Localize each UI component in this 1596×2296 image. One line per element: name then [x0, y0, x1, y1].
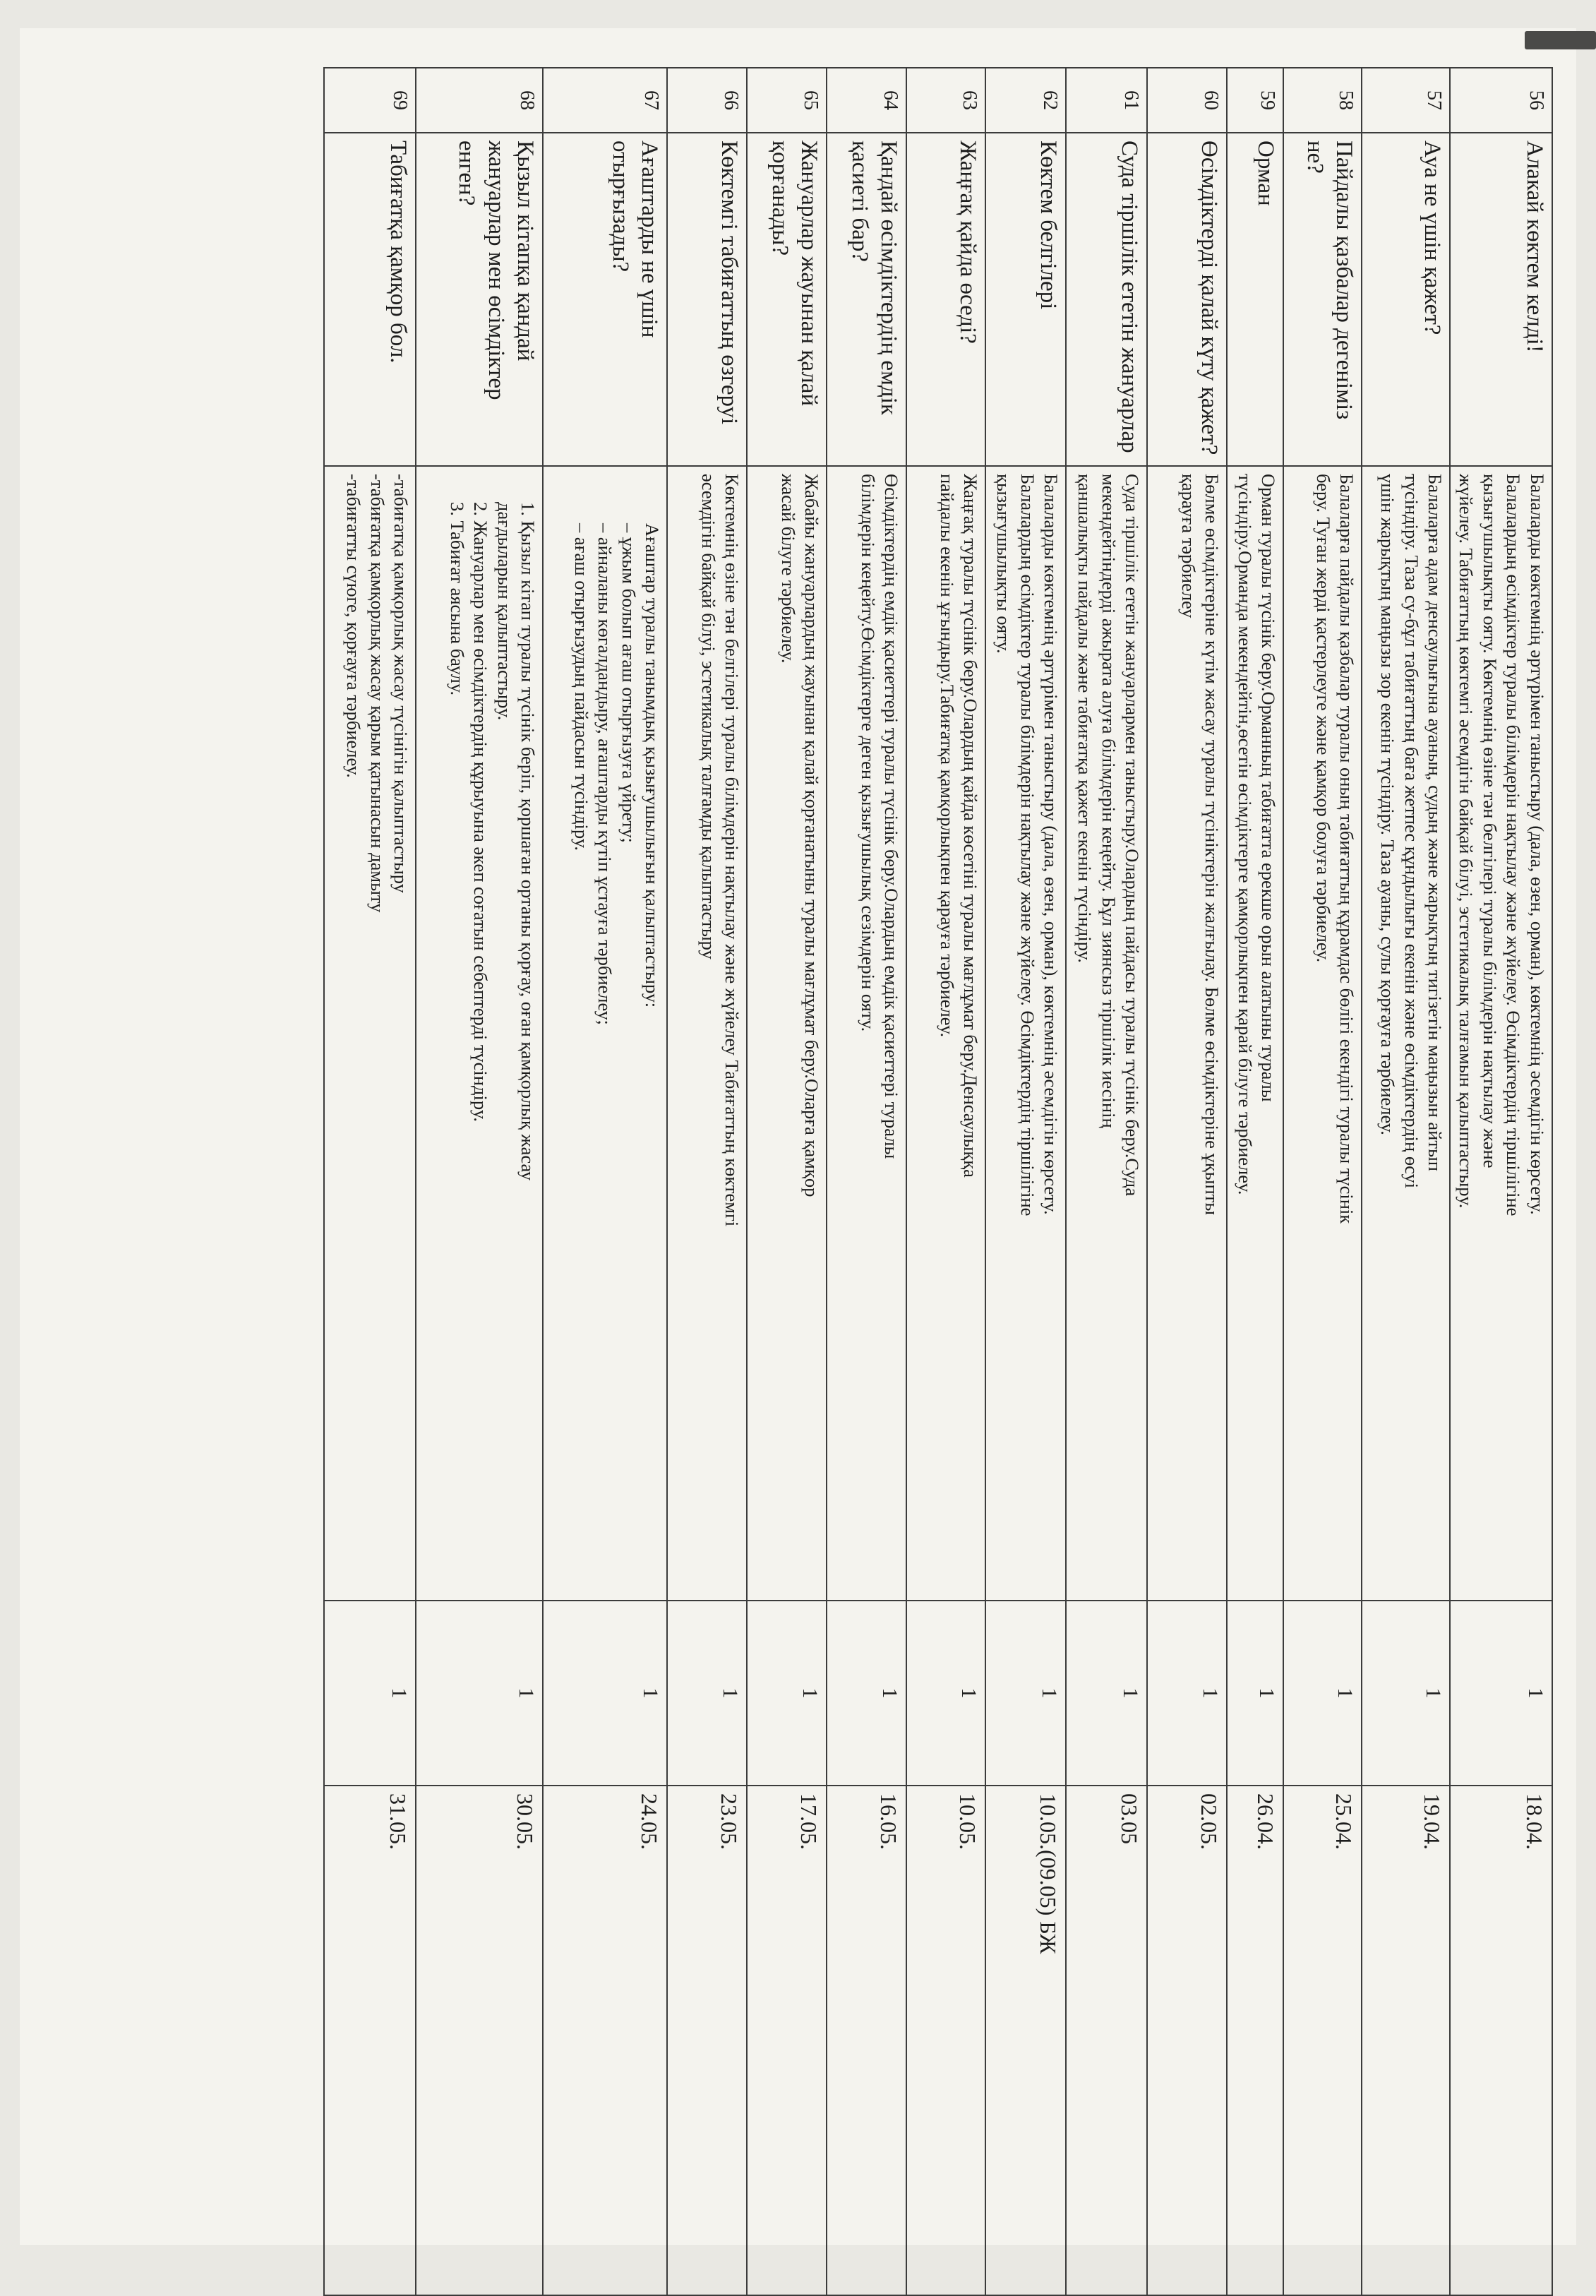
goal-line: қаншалықты пайдалы және табиғатқа қажет екенін түсіндіру. [1074, 474, 1096, 963]
row-goal [1147, 466, 1227, 1601]
row-number: 56 [1450, 68, 1552, 133]
goal-line: түсіндіру.Орманда мекендейтін,өсетін өсімдіктерге қамқорлықпен қарай білуге тәрбиелеу. [1234, 474, 1256, 1195]
row-number: 58 [1283, 68, 1362, 133]
goal-line: қызығушылықты ояту. Көктемнің өзіне тән белгілері туралы білімдерін нақтылау және [1479, 474, 1501, 1168]
row-hours: 1 [1283, 1601, 1362, 1786]
row-topic: Пайдалы қазбалар дегеніміз не? [1283, 133, 1362, 466]
goal-line: беру. Туған жерді қастерлеуге және қамқор болуға тәрбиелеу. [1312, 474, 1334, 963]
goal-line: мекендейтіндерді ажырата алуға білімдерін кеңейту. Бұл зиянсыз тіршілік иесінің [1098, 474, 1120, 1128]
goal-line: 2. Жануарлар мен өсімдіктердің құрыуына әкеп соғатын себептерді түсіндіру. [470, 502, 492, 1122]
row-date: 03.05 [1066, 1786, 1147, 2295]
row-topic: Қызыл кітапқа қандай жануарлар мен өсімдіктер енген? [416, 133, 543, 466]
row-hours: 1 [1227, 1601, 1283, 1786]
row-hours: 1 [1450, 1601, 1552, 1786]
table-row [543, 68, 667, 2295]
table-row [1147, 68, 1227, 2295]
table-row [667, 68, 747, 2295]
goal-line: қарауға тәрбиелеу [1177, 474, 1199, 618]
goal-line: -табиғатқа қамқорлық жасау қарым қатынасын дамыту [366, 474, 388, 913]
goal-line: Жабайы жануарлардың жауынан қалай қорғанатыны туралы мағлұмат беру.Оларға қамқор [801, 474, 823, 1197]
row-goal [1362, 466, 1450, 1601]
row-hours: 1 [827, 1601, 906, 1786]
goal-line: Балалардың өсімдіктер туралы білімдерін нақтылау және жүйелеу. Өсімдіктердің тіршілігіне [1016, 474, 1038, 1216]
row-number: 64 [827, 68, 906, 133]
goal-line: Балаларға пайдалы қазбалар туралы оның табиғаттың құрамдас бөлігі екендігі туралы түсінік [1336, 474, 1358, 1224]
row-date: 18.04. [1450, 1786, 1552, 2295]
row-topic: Көктемгі табиғаттың өзгеруі [667, 133, 747, 466]
row-hours: 1 [324, 1601, 416, 1786]
row-number: 66 [667, 68, 747, 133]
row-hours: 1 [416, 1601, 543, 1786]
goal-line: дағдыларын қалыптастыру. [493, 502, 515, 721]
row-topic: Суда тіршілік ететін жануарлар [1066, 133, 1147, 466]
row-goal [827, 466, 906, 1601]
table-row [1066, 68, 1147, 2295]
goal-line: -табиғатқа қамқорлық жасау түсінігін қалыптастыру [390, 474, 412, 893]
row-date: 30.05. [416, 1786, 543, 2295]
row-date: 17.05. [747, 1786, 827, 2295]
row-date: 16.05. [827, 1786, 906, 2295]
table-row [1227, 68, 1283, 2295]
goal-line: білімдерін кеңейту.Өсімдіктерге деген қызығушылық сезімдерін ояту. [857, 474, 879, 1032]
row-hours: 1 [985, 1601, 1066, 1786]
goal-line: қызығушылықты ояту. [993, 474, 1015, 654]
table-row [985, 68, 1066, 2295]
table-row [324, 68, 416, 2295]
row-topic: Ағаштарды не үшін отырғызады? [543, 133, 667, 466]
table-row [1450, 68, 1552, 2295]
row-hours: 1 [906, 1601, 985, 1786]
row-goal [543, 466, 667, 1601]
row-hours: 1 [747, 1601, 827, 1786]
row-topic: Табиғатқа қамқор бол. [324, 133, 416, 466]
row-number: 67 [543, 68, 667, 133]
row-date: 24.05. [543, 1786, 667, 2295]
goal-line: әсемдігін байқай білуі, эстетикалық талғамды қалыптастыру [697, 474, 719, 959]
goal-line: үшін жарықтың маңызы зор екенін түсіндіру. Таза ауаны, сулы қорғауға тәрбиелеу. [1377, 474, 1399, 1135]
row-goal [667, 466, 747, 1601]
row-goal [1227, 466, 1283, 1601]
row-goal [1283, 466, 1362, 1601]
table-row [747, 68, 827, 2295]
goal-line: Балаларды көктемнің әртүрімен таныстыру (дала, өзен, орман), көктемнің әсемдігін көрсету. [1527, 474, 1548, 1215]
row-topic: Өсімдіктерді қалай күту қажет? [1147, 133, 1227, 466]
table-row [416, 68, 543, 2295]
row-topic: Жануарлар жауынан қалай қорғанады? [747, 133, 827, 466]
goal-line: Балалардың өсімдіктер туралы білімдерін нақтылау және жүйелеу. Өсімдіктердің тіршілігіне [1503, 474, 1525, 1216]
goal-line: түсіндіру. Таза су-бұл табиғаттың баға жетпес құндылығы екенін және өсімдіктердің өсуі [1400, 474, 1422, 1189]
goal-line: Жаңғақ туралы түсінік беру.Олардың қайда көсетіні туралы мағлұмат беру.Денсаулыққа [960, 474, 982, 1178]
row-hours: 1 [543, 1601, 667, 1786]
row-number: 63 [906, 68, 985, 133]
row-date: 26.04. [1227, 1786, 1283, 2295]
goal-line: Суда тіршілік ететін жануарлармен таныстыру.Олардың пайдасы туралы түсінік беру.Суда [1122, 474, 1144, 1197]
goal-line: 1. Қызыл кітап туралы түсінік беріп, қоршаған ортаны қорғау, оған қамқорлық жасау [517, 502, 539, 1181]
table-row [827, 68, 906, 2295]
goal-line: Ағаштар туралы танымдық қызығушылығын қалыптастыру: [642, 523, 664, 1008]
goal-line: – айналаны көгалдандыру, ағаштарды күтіп ұстауға тәрбиелеу; [594, 523, 616, 1025]
lesson-plan-table [323, 67, 1553, 2296]
row-date: 10.05. [906, 1786, 985, 2295]
row-goal [1066, 466, 1147, 1601]
goal-line: Орман туралы түсінік беру.Орманның табиғатта ерекше орын алатыны туралы [1258, 474, 1280, 1102]
goal-line: Балаларды көктемнің әртүрімен таныстыру (дала, өзен, орман), көктемнің әсемдігін көрсету. [1040, 474, 1062, 1215]
row-goal [324, 466, 416, 1601]
row-goal [1450, 466, 1552, 1601]
row-hours: 1 [1362, 1601, 1450, 1786]
goal-line: Өсімдіктердің емдік қасиеттері туралы түсінік беру.Олардың емдік қасиеттері туралы [881, 474, 903, 1159]
row-number: 60 [1147, 68, 1227, 133]
row-date: 02.05. [1147, 1786, 1227, 2295]
row-number: 65 [747, 68, 827, 133]
goal-line: жүйелеу. Табиғаттың көктемгі әсемдігін байқай білуі, эстетикалық талғамын қалыптастыру. [1456, 474, 1477, 1209]
row-topic: Орман [1227, 133, 1283, 466]
row-topic: Ауа не үшін қажет? [1362, 133, 1450, 466]
row-date: 25.04. [1283, 1786, 1362, 2295]
table-row [1283, 68, 1362, 2295]
goal-line: Бөлме өсімдіктеріне күтім жасау туралы түсініктерін жалғылау. Бөлме өсімдіктеріне ұқыпты [1201, 474, 1223, 1216]
row-date: 10.05.(09.05) БЖ [985, 1786, 1066, 2295]
binder-clip [1525, 31, 1596, 49]
row-hours: 1 [1066, 1601, 1147, 1786]
goal-line: Балаларға адам денсаулығына ауаның, судың және жарықтың тигізетін маңызын айтып [1424, 474, 1446, 1171]
goal-line: – ұжым болып ағаш отырғызуға үйрету; [618, 523, 640, 843]
row-date: 23.05. [667, 1786, 747, 2295]
row-number: 69 [324, 68, 416, 133]
row-number: 59 [1227, 68, 1283, 133]
table-row [906, 68, 985, 2295]
row-number: 61 [1066, 68, 1147, 133]
row-topic: Қандай өсімдіктердің емдік қасиеті бар? [827, 133, 906, 466]
row-topic: Көктем белгілері [985, 133, 1066, 466]
row-hours: 1 [667, 1601, 747, 1786]
row-date: 19.04. [1362, 1786, 1450, 2295]
row-goal [747, 466, 827, 1601]
row-number: 62 [985, 68, 1066, 133]
goal-line: -табиғатты сүюге, қорғауға тәрбиелеу. [343, 474, 365, 778]
row-goal [985, 466, 1066, 1601]
rotated-page [102, 67, 1553, 2217]
row-goal [906, 466, 985, 1601]
row-topic: Жаңғақ қайда өседі? [906, 133, 985, 466]
goal-line: Көктемнің өзіне тән белгілері туралы білімдерін нақтылау және жүйелеу Табиғаттың көктемгі [721, 474, 743, 1227]
row-date: 31.05. [324, 1786, 416, 2295]
row-number: 68 [416, 68, 543, 133]
goal-line: 3. Табиғат аясына баулу. [446, 502, 468, 696]
row-hours: 1 [1147, 1601, 1227, 1786]
goal-line: пайдалы екенін ұғындыру.Табиғатқа қамқорлықпен қарауға тәрбиелеу. [936, 474, 958, 1038]
row-topic: Алакай көктем келді! [1450, 133, 1552, 466]
goal-line: жасай білуге тәрбиелеу. [777, 474, 799, 664]
table-row [1362, 68, 1450, 2295]
row-number: 57 [1362, 68, 1450, 133]
goal-line: – ағаш отырғызудың пайдасын түсіндіру. [570, 523, 592, 851]
row-goal [416, 466, 543, 1601]
